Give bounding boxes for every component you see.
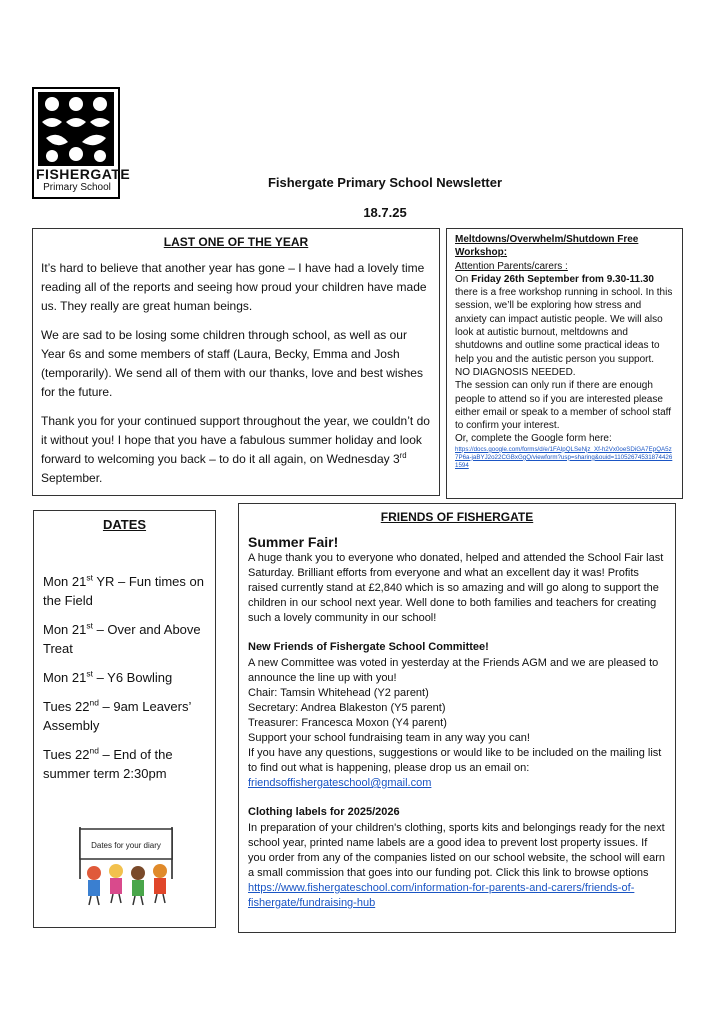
- committee-chair: Chair: Tamsin Whitehead (Y2 parent): [248, 687, 429, 699]
- workshop-section: [446, 228, 683, 499]
- attention-line: Attention Parents/carers :: [455, 260, 568, 272]
- workshop-details: On Friday 26th September from 9.30-11.30 there is a free workshop running in school. In this session, we’ll be exploring how stress and anxiety can impact autistic people. We will also look at autistic burnout, meltdowns and shutdowns and outline some practical ideas to help you and the autistic person you support.: [455, 273, 673, 365]
- dates-section: [33, 510, 216, 928]
- diary-banner-text: Dates for your diary: [91, 841, 161, 850]
- committee-intro: A new Committee was voted in yesterday at the Friends AGM and we are pleased to announce the line up with you!: [248, 657, 659, 684]
- google-form-prompt: Or, complete the Google form here:: [455, 433, 612, 445]
- date-item: Mon 21st – Over and Above Treat: [43, 620, 201, 656]
- fundraising-hub-link[interactable]: https://www.fishergateschool.com/information-for-parents-and-carers/friends-of-fishergate/fundraising-hub: [248, 882, 635, 909]
- newsletter-title: Fishergate Primary School Newsletter: [267, 175, 503, 190]
- committee-secretary: Secretary: Andrea Blakeston (Y5 parent): [248, 702, 446, 714]
- committee-treasurer: Treasurer: Francesca Moxon (Y4 parent): [248, 717, 447, 729]
- contact-line: If you have any questions, suggestions or would like to be included on the mailing list to find out what is happening, please drop us an email on: friendsoffishergateschool@gmail.com: [248, 747, 662, 789]
- diary-kids-icon: [74, 823, 178, 909]
- date-item: Tues 22nd – 9am Leavers’ Assembly: [43, 697, 191, 733]
- logo-text-line1: FISHERGATE: [36, 166, 131, 182]
- last-one-section: [32, 228, 440, 496]
- date-item: Mon 21st – Y6 Bowling: [43, 668, 173, 685]
- logo-mark-icon: [38, 92, 114, 166]
- workshop-interest: The session can only run if there are enough people to attend so if you are interested please either email or speak to a member of school staff to confirm your interest.: [455, 380, 672, 432]
- paragraph: We are sad to be losing some children through school, as well as our Year 6s and some members of staff (Laura, Becky, Emma and Josh (temporarily). We send all of them with our thanks, love and best wishes for the future.: [41, 328, 423, 399]
- date-item: Mon 21st YR – Fun times on the Field: [43, 572, 204, 608]
- workshop-title: Meltdowns/Overwhelm/Shutdown Free Workshop:: [455, 234, 639, 259]
- friends-section: [238, 503, 676, 933]
- no-diagnosis-note: NO DIAGNOSIS NEEDED.: [455, 366, 576, 378]
- summer-fair-title: Summer Fair!: [248, 534, 339, 550]
- logo-text-line2: Primary School: [43, 182, 111, 193]
- labels-title: Clothing labels for 2025/2026: [248, 806, 400, 818]
- committee-title: New Friends of Fishergate School Committee!: [248, 641, 489, 653]
- friends-email-link[interactable]: friendsoffishergateschool@gmail.com: [248, 777, 432, 789]
- date-item: Tues 22nd – End of the summer term 2:30pm: [43, 745, 173, 781]
- paragraph: Thank you for your continued support throughout the year, we couldn’t do it without you! I hope that you have a fabulous summer holiday and look forward to welcoming you back – to do it all again, on Wednesday 3rd September.: [41, 414, 430, 485]
- section-heading: FRIENDS OF FISHERGATE: [380, 510, 534, 524]
- support-line: Support your school fundraising team in any way you can!: [248, 732, 530, 744]
- section-heading: DATES: [102, 517, 147, 532]
- newsletter-date: 18.7.25: [363, 205, 407, 220]
- paragraph: It’s hard to believe that another year has gone – I have had a lovely time reading all of the reports and seeing how proud your children have made us. They really are great human beings.: [41, 261, 427, 313]
- google-form-link[interactable]: https://docs.google.com/forms/d/e/1FAIpQLSeNjz_Xf-h2Vx0oeSDiGA7EpQA5z7P6a-jaBYJ2o22CGBxGgQ/viewform?usp=sharing&ouid=110526745318744261594: [455, 445, 673, 469]
- section-heading: LAST ONE OF THE YEAR: [163, 235, 309, 249]
- labels-text: In preparation of your children's clothing, sports kits and belongings ready for the next school year, printed name labels are a good idea to prevent lost property issues. If you order from any of the companies listed on our school website, the school will earn a small commission that goes into our funding pot. Click this link to browse options https://www.fishergateschool.com/information-for-parents-and-carers/friends-of-fishergate/fundraising-hub: [248, 822, 665, 909]
- school-logo: [32, 87, 131, 199]
- summer-fair-text: A huge thank you to everyone who donated, helped and attended the School Fair last Saturday. Brilliant efforts from everyone and what an excellent day it was! Profits raised currently stand at £2,840 which is so amazing and will go along to support the children in our school next year. Well done to both families and teachers for creating such a lovely community in our school!: [248, 552, 664, 624]
